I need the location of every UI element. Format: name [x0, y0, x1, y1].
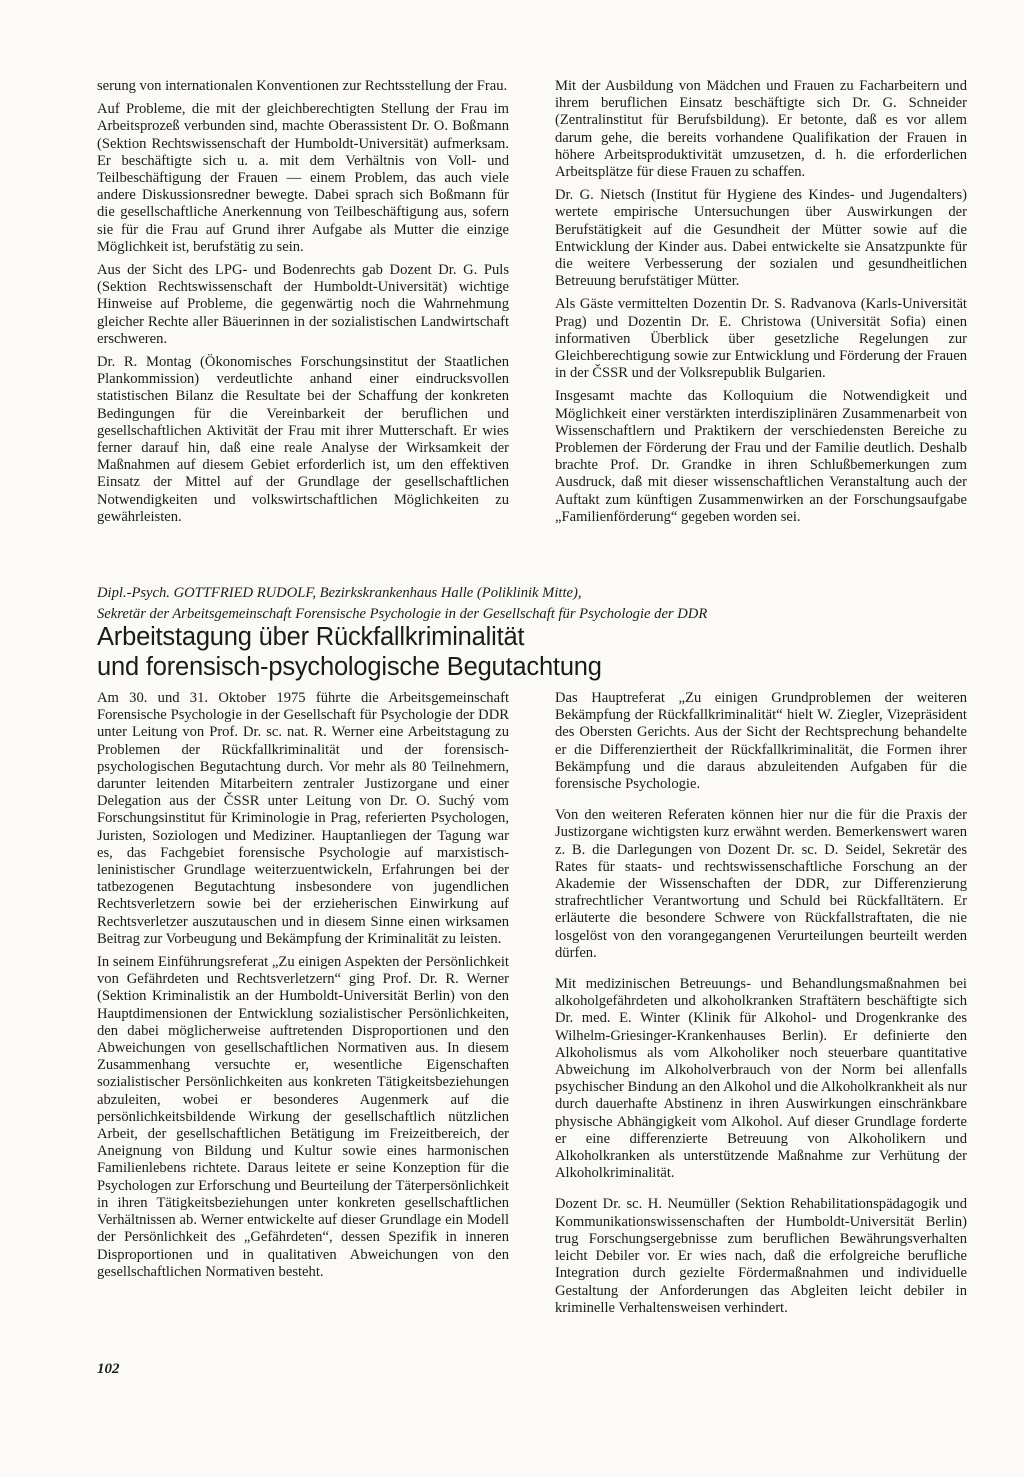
paragraph: Dr. R. Montag (Ökonomisches Forschungsinstitut der Staatlichen Plankommission) verdeutlichte anhand einer eindrucksvollen statistischen Bilanz die Resultate bei der Schaffung der konkreten Bedingungen für die Vereinbarkeit der beruflichen und gesellschaftlichen Aktivität der Frau mit ihrer Mutterschaft. Er wies ferner darauf hin, daß eine reale Analyse der Wirksamkeit der Maßnahmen auf diesem Gebiet erforderlich ist, um den effektiven Einsatz der Mittel auf der Grundlage der gesellschaftlichen Notwendigkeiten und volkswirtschaftlichen Möglichkeiten zu gewährleisten.	[97, 354, 509, 525]
paragraph: Mit medizinischen Betreuungs- und Behandlungsmaßnahmen bei alkoholgefährdeten und alkoholkranken Straftätern beschäftigte sich Dr. med. E. Winter (Klinik für Alkohol- und Drogenkranke des Wilhelm-Griesinger-Krankenhauses Berlin). Er definierte den Alkoholismus als vom Alkoholiker noch steuerbare quantitative Abweichung im Alkoholverbrauch von der Norm bei allenfalls psychischer Bindung an den Alkohol und die Alkoholkrankheit als nur durch dauerhafte Abstinenz in ihren Auswirkungen einschränkbare physische Abhängigkeit vom Alkohol. Auf dieser Grundlage forderte er eine differenzierte Betreuung von Alkoholikern und Alkoholkranken als unterstützende Maßnahme zur Verhütung der Alkoholkriminalität.	[555, 976, 967, 1182]
paragraph: Insgesamt machte das Kolloquium die Notwendigkeit und Möglichkeit einer verstärkten interdisziplinären Zusammenarbeit von Wissenschaftlern und Praktikern der verschiedensten Bereiche zu Problemen der Förderung der Frau und der Familie deutlich. Deshalb brachte Prof. Dr. Grandke in ihren Schlußbemerkungen zum Ausdruck, daß mit dieser wissenschaftlichen Veranstaltung auch der Auftakt zum künftigen Zusammenwirken an der Forschungsaufgabe „Familienförderung“ gegeben worden sei.	[555, 388, 967, 525]
author-byline	[97, 583, 977, 625]
page-number: 102	[97, 1361, 120, 1377]
byline-line-1: Dipl.-Psych. GOTTFRIED RUDOLF, Bezirkskrankenhaus Halle (Poliklinik Mitte),	[97, 585, 582, 601]
upper-right-column	[555, 78, 967, 532]
paragraph: Dozent Dr. sc. H. Neumüller (Sektion Rehabilitationspädagogik und Kommunikationswissenschaften der Humboldt-Universität Berlin) trug Forschungsergebnisse zum beruflichen Bewährungsverhalten leicht Debiler vor. Er wies nach, daß die erfolgreiche berufliche Integration durch gezielte Fördermaßnahmen und individuelle Gestaltung der Anforderungen das Abgleiten leicht debiler in kriminelle Verhaltensweisen verhindert.	[555, 1196, 967, 1316]
paragraph: Als Gäste vermittelten Dozentin Dr. S. Radvanova (Karls-Universität Prag) und Dozentin Dr. E. Christowa (Universität Sofia) einen informativen Überblick über gesetzliche Regelungen zur Gleichberechtigung sowie zur Entwicklung und Förderung der Frauen in der ČSSR und der Volksrepublik Bulgarien.	[555, 296, 967, 382]
paragraph: Von den weiteren Referaten können hier nur die für die Praxis der Justizorgane wichtigsten kurz erwähnt werden. Bemerkenswert waren z. B. die Darlegungen von Dozent Dr. sc. D. Seidel, Sekretär des Rates für staats- und rechtswissenschaftliche Forschung an der Akademie der Wissenschaften der DDR, zur Differenzierung strafrechtlicher Verantwortung und Schuld bei Rückfalltätern. Er erläuterte die besondere Schwere von Rückfallstraftaten, die nie losgelöst von den vorangegangenen Verurteilungen beurteilt werden dürfen.	[555, 807, 967, 961]
paragraph: serung von internationalen Konventionen zur Rechtsstellung der Frau.	[97, 78, 508, 94]
upper-left-column	[97, 78, 509, 532]
paragraph: Das Hauptreferat „Zu einigen Grundproblemen der weiteren Bekämpfung der Rückfallkriminalität“ hielt W. Ziegler, Vizepräsident des Obersten Gerichts. Aus der Sicht der Rechtsprechung behandelte er die Differenziertheit der Rückfallkriminalität, die Formen ihrer Bekämpfung und die daraus abzuleitenden Aufgaben für die forensische Psychologie.	[555, 690, 967, 793]
paragraph: Auf Probleme, die mit der gleichberechtigten Stellung der Frau im Arbeitsprozeß verbunden sind, machte Oberassistent Dr. O. Boßmann (Sektion Rechtswissenschaft der Humboldt-Universität) aufmerksam. Er beschäftigte sich u. a. mit dem Verhältnis von Voll- und Teilbeschäftigung der Frauen — einem Problem, das auch viele andere Diskussionsredner bewegte. Dabei sprach sich Boßmann für die gesellschaftliche Anerkennung von Teilbeschäftigung aus, sofern sie für die Frau auf Grund ihrer Aufgabe als Mutter die einzige Möglichkeit ist, berufstätig zu sein.	[97, 101, 509, 255]
paragraph: Dr. G. Nietsch (Institut für Hygiene des Kindes- und Jugendalters) wertete empirische Untersuchungen über Auswirkungen der Berufstätigkeit auf die Gesundheit der Mütter sowie auf die Entwicklung der Kinder aus. Dabei entwickelte sie Ansatzpunkte für die weitere Verbesserung der sozialen und gesundheitlichen Betreuung berufstätiger Mütter.	[555, 187, 967, 290]
paragraph: Am 30. und 31. Oktober 1975 führte die Arbeitsgemeinschaft Forensische Psychologie in der Gesellschaft für Psychologie der DDR unter Leitung von Prof. Dr. sc. nat. R. Werner eine Arbeitstagung zu Problemen der Rückfallkriminalität und der forensisch-psychologischen Begutachtung durch. Vor mehr als 80 Teilnehmern, darunter leitenden Mitarbeitern zentraler Justizorgane und einer Delegation aus der ČSSR unter Leitung von Dr. O. Suchý vom Forschungsinstitut für Kriminologie in Prag, referierten Psychologen, Juristen, Soziologen und Mediziner. Hauptanliegen der Tagung war es, das Fachgebiet forensische Psychologie auf marxistisch-leninistischer Grundlage weiterzuentwickeln, Erfahrungen bei der tatbezogenen Begutachtung insbesondere von jugendlichen Rechtsverletzern sowie bei der erzieherischen Einwirkung auf Rechtsverletzer auszutauschen und in diesem Sinne einen wirksamen Beitrag zur Vorbeugung und Bekämpfung der Kriminalität zu leisten.	[97, 690, 509, 947]
title-line-2: und forensisch-psychologische Begutachtung	[97, 653, 602, 681]
byline-line-2: Sekretär der Arbeitsgemeinschaft Forensische Psychologie in der Gesellschaft für Psychologie der DDR	[97, 606, 708, 622]
article-left-column	[97, 690, 509, 1287]
article-title	[97, 622, 977, 682]
paragraph: Mit der Ausbildung von Mädchen und Frauen zu Facharbeitern und ihrem beruflichen Einsatz beschäftigte sich Dr. G. Schneider (Zentralinstitut für Berufsbildung). Er betonte, daß es vor allem darum gehe, die bereits vorhandene Qualifikation der Frauen in höhere Arbeitsproduktivität umzusetzen, d. h. die erforderlichen Arbeitsplätze für diese Frauen zu schaffen.	[555, 78, 967, 181]
article-right-column	[555, 690, 967, 1323]
paragraph: In seinem Einführungsreferat „Zu einigen Aspekten der Persönlichkeit von Gefährdeten und Rechtsverletzern“ ging Prof. Dr. R. Werner (Sektion Kriminalistik an der Humboldt-Universität Berlin) von den Hauptdimensionen der Entwicklung sozialistischer Persönlichkeiten, den dabei möglicherweise auftretenden Disproportionen und den Abweichungen von gesellschaftlichen Normativen aus. In diesem Zusammenhang versuchte er, wesentliche Eigenschaften sozialistischer Persönlichkeiten aus konkreten Tätigkeitsbeziehungen abzuleiten, wobei er besonderes Augenmerk auf die persönlichkeitsbildende Wirkung der gesellschaftlich nützlichen Arbeit, der gesellschaftlichen Betätigung im Freizeitbereich, der Aneignung von Bildung und Kultur sowie eines harmonischen Familienlebens richtete. Daraus leitete er seine Konzeption für die Psychologen zur Erforschung und Beurteilung der Täterpersönlichkeit in ihren Tätigkeitsbeziehungen unter konkreten gesellschaftlichen Verhältnissen ab. Werner entwickelte auf dieser Grundlage ein Modell der Persönlichkeit des „Gefährdeten“, dessen Spezifik in inneren Disproportionen und in qualitativen Abweichungen von den gesellschaftlichen Normativen besteht.	[97, 954, 509, 1280]
paragraph: Aus der Sicht des LPG- und Bodenrechts gab Dozent Dr. G. Puls (Sektion Rechtswissenschaft der Humboldt-Universität) wichtige Hinweise auf Probleme, die gegenwärtig noch die Wahrnehmung gleicher Rechte aller Bäuerinnen in der sozialistischen Landwirtschaft erschweren.	[97, 262, 509, 347]
title-line-1: Arbeitstagung über Rückfallkriminalität	[97, 623, 525, 651]
